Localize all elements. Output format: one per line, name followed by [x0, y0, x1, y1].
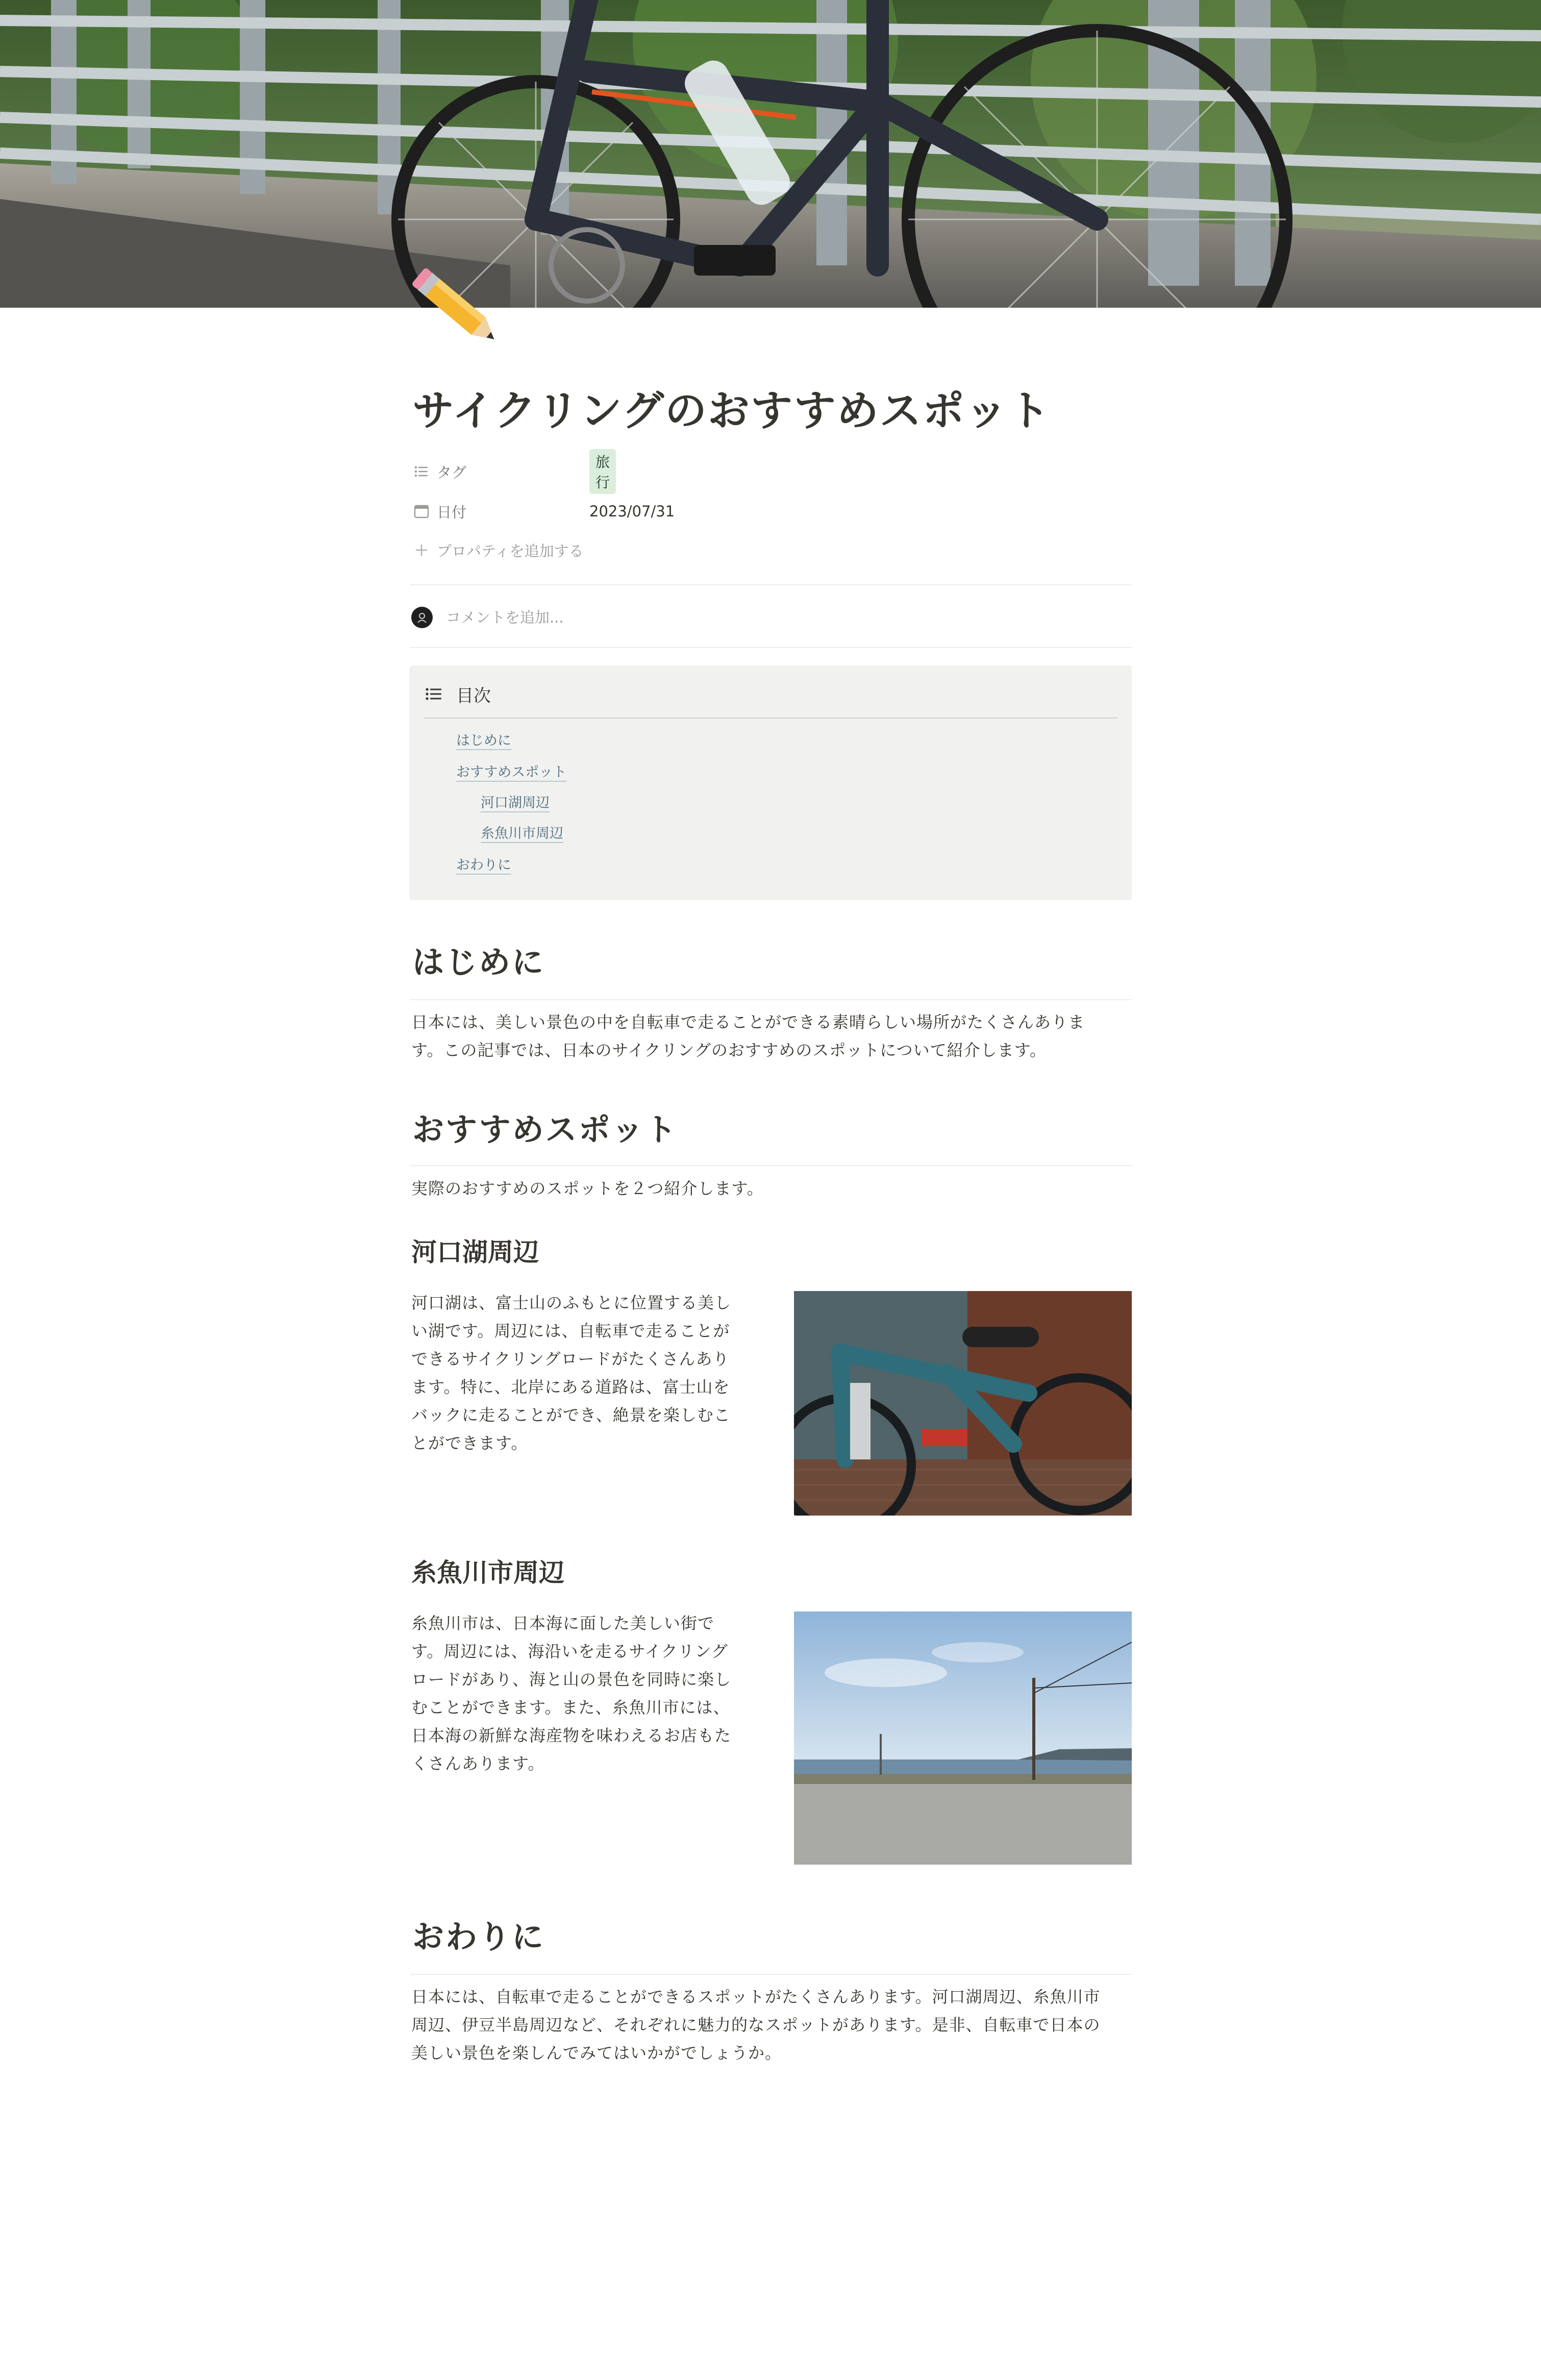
text-line: 日本には、美しい景色の中を自転車で走ることができる素晴らしい場所がたくさんありま: [411, 1012, 1085, 1032]
cover-image[interactable]: [0, 0, 1541, 308]
add-property-label: プロパティを追加する: [437, 542, 584, 560]
toc-divider: [424, 717, 1117, 718]
text-line: 日本海の新鮮な海産物を味わえるお店もた: [411, 1726, 732, 1745]
text-line: ロードがあり、海と山の景色を同時に楽し: [411, 1670, 732, 1689]
text-line: 美しい景色を楽しんでみてはいかがでしょうか。: [411, 2043, 782, 2063]
text-line: できるサイクリングロードがたくさんあり: [411, 1349, 730, 1369]
heading-intro[interactable]: はじめに: [412, 944, 545, 981]
heading-spots[interactable]: おすすめスポット: [412, 1111, 678, 1148]
outro-paragraph[interactable]: [411, 1983, 1133, 2067]
heading-itoigawa[interactable]: 糸魚川市周辺: [411, 1557, 564, 1588]
list-icon: [424, 684, 444, 704]
add-property-button[interactable]: [412, 535, 584, 565]
kawaguchiko-image[interactable]: [794, 1291, 1132, 1516]
property-date[interactable]: [412, 496, 675, 527]
plus-icon: [412, 541, 431, 559]
page-icon[interactable]: [403, 264, 505, 351]
property-value[interactable]: [589, 454, 616, 491]
toc-link-spots[interactable]: おすすめスポット: [456, 764, 566, 782]
toc-link-outro[interactable]: おわりに: [456, 857, 511, 875]
heading-outro[interactable]: おわりに: [412, 1918, 545, 1955]
heading-divider: [410, 1974, 1132, 1975]
property-value[interactable]: 2023/07/31: [589, 503, 675, 520]
text-line: バックに走ることができ、絶景を楽しむこ: [411, 1405, 731, 1425]
calendar-icon: [412, 502, 431, 520]
text-line: い湖です。周辺には、自転車で走ることが: [411, 1321, 730, 1341]
text-line: むことができます。また、糸魚川市には、: [411, 1698, 730, 1717]
intro-paragraph[interactable]: [411, 1008, 1133, 1064]
toc-header: [424, 679, 491, 709]
user-icon: [415, 611, 429, 624]
bicycle-on-bridge-photo: [0, 0, 1541, 308]
heading-kawaguchiko[interactable]: 河口湖周辺: [411, 1237, 539, 1267]
toc-link-itoigawa[interactable]: 糸魚川市周辺: [481, 826, 563, 843]
text-line: す。この記事では、日本のサイクリングのおすすめのスポットについて紹介します。: [411, 1040, 1047, 1060]
itoigawa-paragraph[interactable]: [411, 1609, 758, 1778]
page-title[interactable]: サイクリングのおすすめスポット: [412, 386, 1051, 435]
list-icon: [412, 462, 431, 481]
toc-link-kawaguchiko[interactable]: 河口湖周辺: [481, 795, 550, 812]
text-line: とができます。: [411, 1433, 528, 1453]
blue-bicycle-photo: [794, 1291, 1132, 1516]
comment-bar[interactable]: [411, 602, 905, 633]
pencil-icon: [403, 264, 505, 351]
toc-link-intro[interactable]: はじめに: [456, 733, 511, 750]
property-label: 日付: [437, 503, 467, 521]
heading-divider: [410, 999, 1132, 1000]
text-line: ます。特に、北岸にある道路は、富士山を: [411, 1377, 730, 1397]
divider: [410, 647, 1132, 648]
text-line: す。周辺には、海沿いを走るサイクリング: [411, 1642, 728, 1661]
text-line: 周辺、伊豆半島周辺など、それぞれに魅力的なスポットがあります。是非、自転車で日本の: [411, 2015, 1101, 2035]
seaside-road-photo: [794, 1612, 1132, 1865]
text-line: 河口湖は、富士山のふもとに位置する美し: [411, 1293, 732, 1312]
heading-divider: [410, 1165, 1132, 1166]
table-of-contents: [409, 665, 1132, 900]
text-line: くさんあります。: [411, 1754, 545, 1773]
text-line: 糸魚川市は、日本海に面した美しい街で: [411, 1614, 715, 1633]
divider: [410, 584, 1132, 585]
tag-pill[interactable]: 旅行: [589, 449, 616, 494]
toc-title: 目次: [456, 685, 491, 706]
comment-input[interactable]: [446, 609, 905, 626]
itoigawa-image[interactable]: [794, 1612, 1132, 1865]
property-label: タグ: [437, 463, 467, 481]
text-line: 日本には、自転車で走ることができるスポットがたくさんあります。河口湖周辺、糸魚川市: [411, 1987, 1101, 2006]
avatar: [411, 607, 433, 628]
property-tag[interactable]: [412, 454, 610, 491]
kawaguchiko-paragraph[interactable]: [411, 1289, 758, 1457]
spots-paragraph[interactable]: 実際のおすすめのスポットを２つ紹介します。: [411, 1179, 764, 1198]
